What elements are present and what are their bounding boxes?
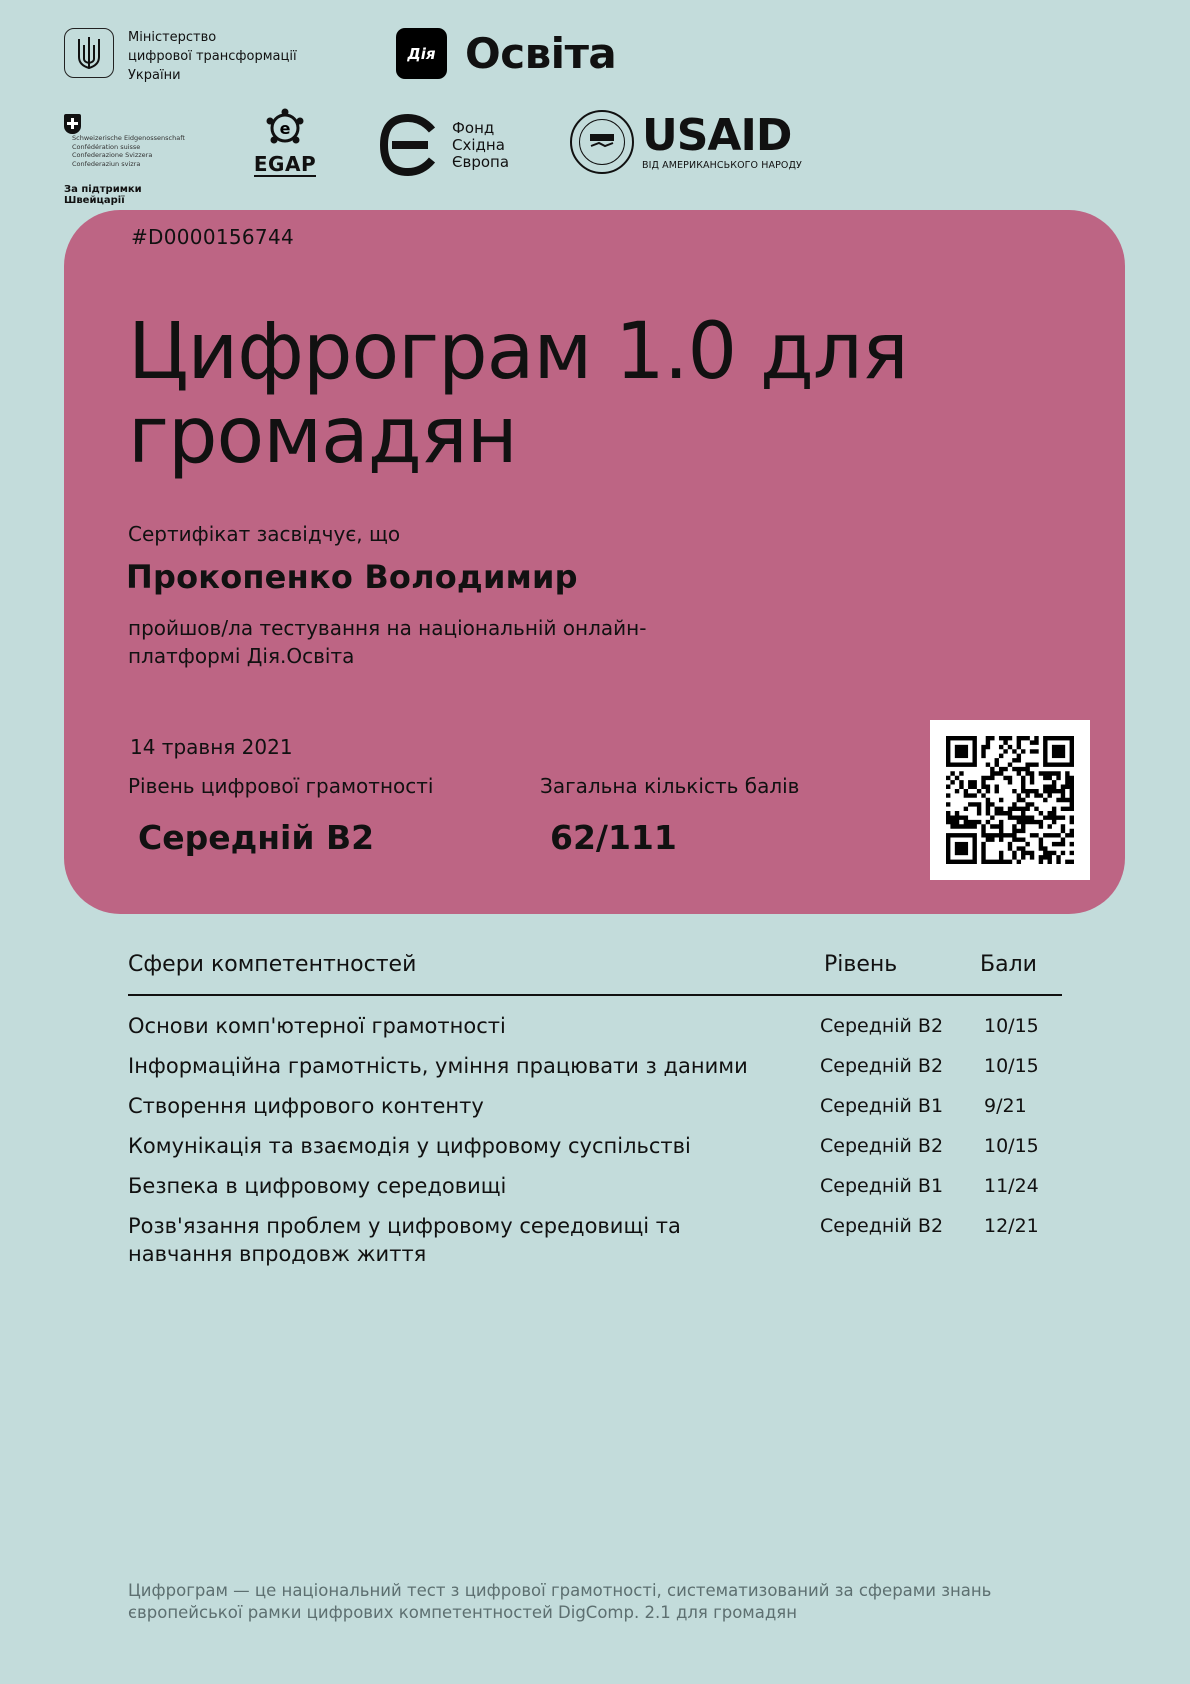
foundation-mark-icon [378, 114, 440, 176]
row-area: Розв'язання проблем у цифровому середовищі та навчання впродовж життя [128, 1214, 681, 1266]
usaid-seal-icon [570, 110, 634, 174]
certificate-id: #D0000156744 [131, 225, 295, 249]
row-area: Інформаційна грамотність, уміння працювати з даними [128, 1054, 748, 1078]
column-header-points: Бали [980, 952, 1037, 977]
row-area: Створення цифрового контенту [128, 1094, 484, 1118]
ministry-line: цифрової трансформації [128, 49, 297, 64]
row-level: Середній В1 [820, 1175, 944, 1197]
qr-code [930, 720, 1090, 880]
ministry-line: Міністерство [128, 30, 217, 45]
foundation-line: Європа [452, 152, 510, 171]
swiss-logo [64, 114, 204, 206]
certifies-text: Сертифікат засвідчує, що [128, 522, 401, 546]
row-points: 11/24 [984, 1175, 1039, 1197]
passed-text: пройшов/ла тестування на національній онлайн-платформі Дія.Освіта [128, 616, 647, 668]
row-level: Середній В2 [820, 1135, 944, 1157]
foundation-name [452, 120, 509, 171]
row-level: Середній В2 [820, 1055, 944, 1077]
swiss-line: Confederazione Svizzera [72, 151, 153, 160]
recipient-name: Прокопенко Володимир [126, 558, 578, 596]
score-value: 62/111 [550, 818, 677, 857]
row-level: Середній В1 [820, 1095, 944, 1117]
issue-date: 14 травня 2021 [130, 735, 293, 759]
osvita-word: Освіта [465, 29, 617, 78]
swiss-names [72, 134, 185, 168]
svg-text:e: e [279, 119, 291, 138]
row-area: Безпека в цифровому середовищі [128, 1174, 507, 1198]
row-area: Основи комп'ютерної грамотності [128, 1014, 506, 1038]
diya-osvita-logo [396, 28, 616, 79]
qr-code-icon [946, 736, 1074, 864]
usaid-tagline: ВІД АМЕРИКАНСЬКОГО НАРОДУ [642, 159, 802, 171]
swiss-line: Confederaziun svizra [72, 159, 141, 168]
footnote: Цифрограм — це національний тест з цифрової грамотності, систематизований за сферами знань європейської рамки цифрових компетентностей DigComp. 2.1 для громадян [128, 1581, 992, 1622]
ministry-name [128, 28, 297, 85]
swiss-line: Schweizerische Eidgenossenschaft [72, 134, 185, 142]
column-header-area: Сфери компетентностей [128, 952, 417, 977]
usaid-word: USAID [642, 109, 792, 161]
certificate-title: Цифрограм 1.0 для громадян [128, 307, 908, 481]
trident-icon [64, 28, 114, 78]
egap-logo [252, 108, 318, 177]
row-area: Комунікація та взаємодія у цифровому суспільстві [128, 1134, 691, 1158]
row-points: 9/21 [984, 1095, 1027, 1117]
egap-emblem-icon [264, 108, 306, 148]
usaid-logo [570, 110, 802, 174]
row-points: 12/21 [984, 1215, 1039, 1237]
swiss-cross-icon [64, 114, 81, 134]
egap-word: EGAP [253, 152, 317, 176]
row-level: Середній В2 [820, 1015, 944, 1037]
level-value: Середній В2 [138, 818, 375, 857]
east-europe-foundation-logo [378, 114, 509, 176]
diya-badge: Дія [396, 28, 447, 79]
ministry-logo [64, 28, 297, 85]
ministry-line: України [128, 68, 181, 83]
row-level: Середній В2 [820, 1215, 944, 1237]
table-header [128, 950, 1062, 996]
row-points: 10/15 [984, 1135, 1039, 1157]
foundation-line: Фонд [452, 118, 495, 137]
row-points: 10/15 [984, 1015, 1039, 1037]
column-header-level: Рівень [824, 952, 898, 977]
row-points: 10/15 [984, 1055, 1039, 1077]
score-label: Загальна кількість балів [540, 774, 800, 798]
swiss-support: За підтримки Швейцарії [64, 184, 142, 207]
level-label: Рівень цифрової грамотності [128, 774, 434, 798]
swiss-line: Confédération suisse [72, 142, 141, 151]
foundation-line: Східна [452, 135, 505, 154]
